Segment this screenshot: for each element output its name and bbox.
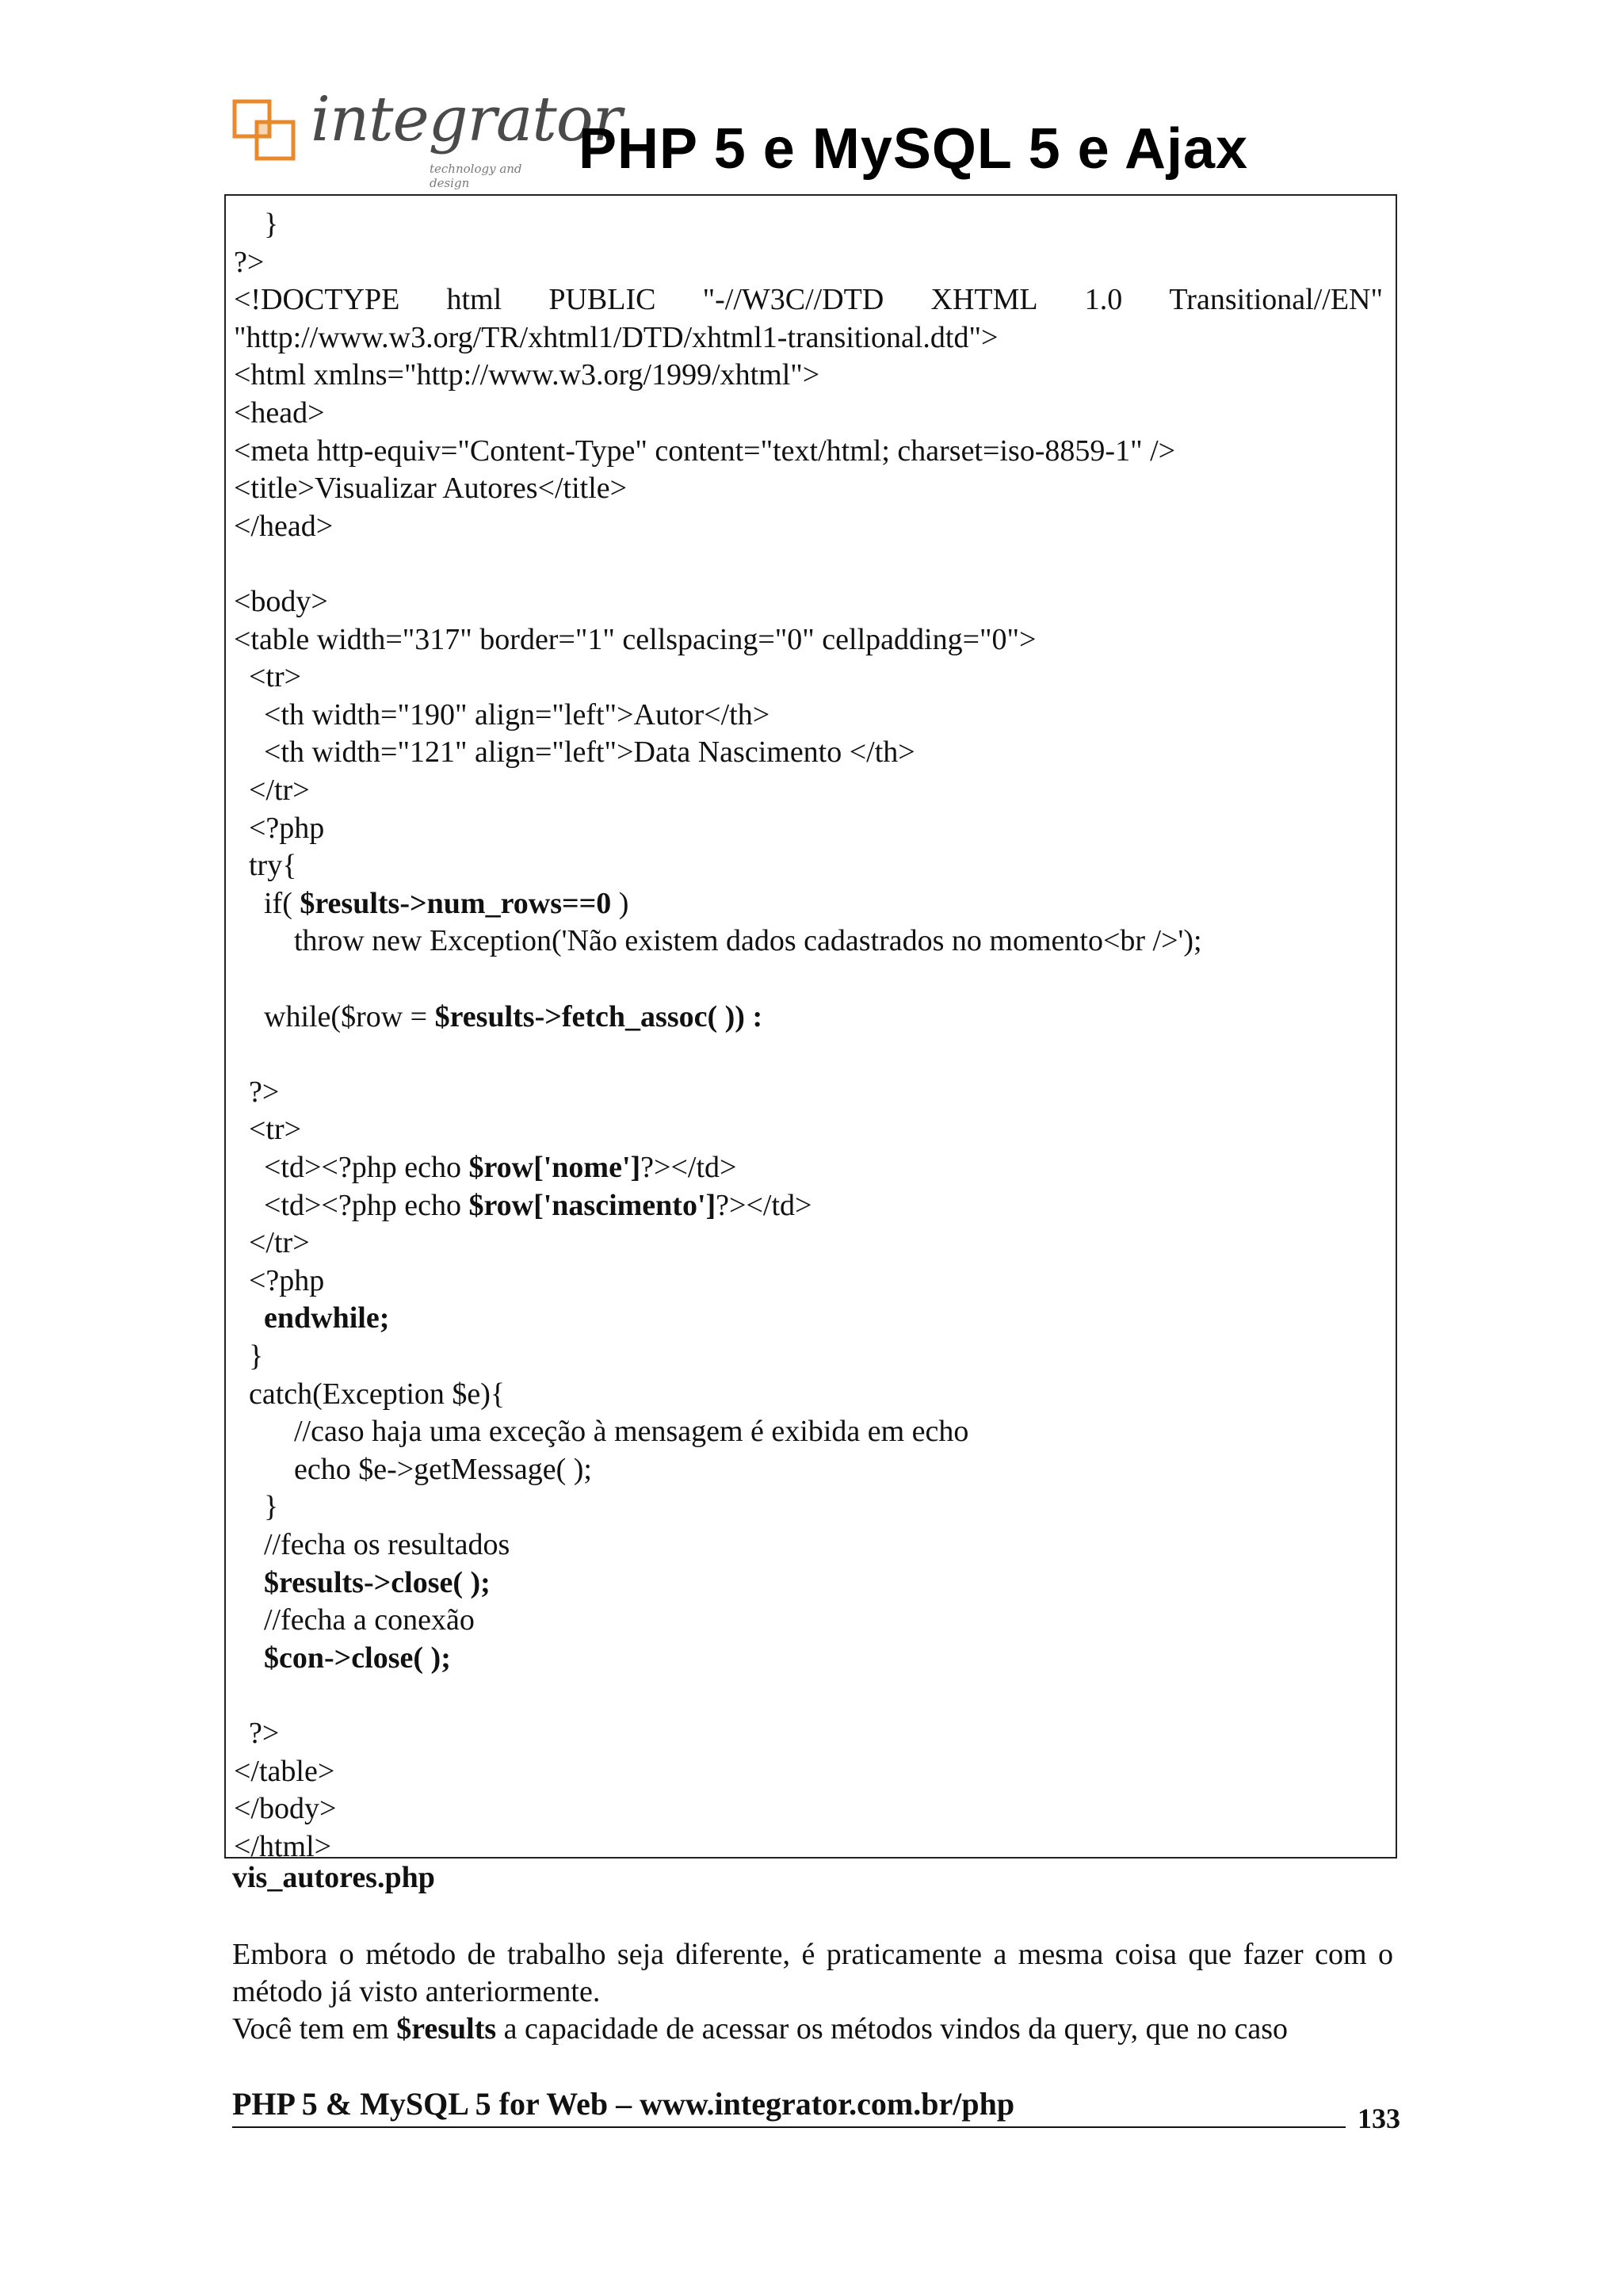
code-word: 1.0 xyxy=(1084,283,1123,317)
code-line: <html xmlns="http://www.w3.org/1999/xhtml"> xyxy=(234,358,820,392)
code-bold-token: $results->close( ); xyxy=(264,1565,491,1599)
code-listing-box xyxy=(224,194,1397,1863)
code-word: "-//W3C//DTD xyxy=(702,283,884,317)
code-bold-token: endwhile; xyxy=(264,1301,390,1335)
paragraph-2-text-after: a capacidade de acessar os métodos vindos da query, que no caso xyxy=(496,2012,1289,2046)
code-line: ?> xyxy=(234,245,265,279)
code-line: try{ xyxy=(234,849,297,883)
code-bold-token: $row['nome'] xyxy=(468,1151,641,1184)
brand-tagline: technology and design xyxy=(430,162,522,190)
code-line: throw new Exception('Não existem dados cadastrados no momento<br />'); xyxy=(234,924,1202,958)
code-line: <title>Visualizar Autores</title> xyxy=(234,472,628,506)
code-line: <?php xyxy=(234,811,325,845)
code-token: if( xyxy=(234,886,300,920)
code-line: //caso haja uma exceção à mensagem é exibida em echo xyxy=(234,1415,969,1449)
code-bold-token: $con->close( ); xyxy=(264,1641,451,1675)
footer-text: PHP 5 & MySQL 5 for Web – www.integrator.com.br/php xyxy=(232,2086,1015,2122)
code-line: } xyxy=(234,1339,264,1373)
code-word: PUBLIC xyxy=(548,283,656,317)
code-token: <td><?php echo xyxy=(234,1151,469,1184)
code-token: while($row = xyxy=(234,999,435,1033)
code-bold-token: $row['nascimento'] xyxy=(468,1188,716,1222)
code-line xyxy=(234,888,628,919)
code-token xyxy=(234,1566,264,1599)
code-bold-token: $results->num_rows==0 xyxy=(300,886,612,920)
code-line: </head> xyxy=(234,509,334,543)
code-token: <td><?php echo xyxy=(234,1188,469,1222)
code-bold-token: $results->fetch_assoc( )) : xyxy=(434,999,763,1033)
code-line: //fecha a conexão xyxy=(234,1603,475,1637)
code-word: XHTML xyxy=(930,283,1038,317)
code-line: echo $e->getMessage( ); xyxy=(234,1452,592,1486)
code-token: ?></td> xyxy=(640,1151,737,1184)
paragraph-2-bold-term: $results xyxy=(396,2012,497,2046)
code-line: <body> xyxy=(234,585,328,618)
code-token xyxy=(234,1301,264,1335)
code-line xyxy=(234,999,763,1033)
page-number: 133 xyxy=(1358,2103,1400,2134)
code-line: ?> xyxy=(234,1717,280,1750)
code-line: </html> xyxy=(234,1829,332,1863)
code-line: <meta http-equiv="Content-Type" content="text/html; charset=iso-8859-1" /> xyxy=(234,434,1176,468)
code-line: <tr> xyxy=(234,1113,302,1147)
code-line xyxy=(234,1152,736,1182)
code-token: ?></td> xyxy=(716,1188,812,1222)
code-line xyxy=(234,285,1383,315)
code-line: catch(Exception $e){ xyxy=(234,1377,506,1411)
code-word: Transitional//EN" xyxy=(1169,283,1383,317)
body-paragraph-2 xyxy=(232,2011,1393,2048)
footer-rule xyxy=(232,2126,1346,2128)
code-line xyxy=(234,1565,491,1599)
body-paragraph-1: Embora o método de trabalho seja diferente, é praticamente a mesma coisa que fazer com o método já visto anteriormente. xyxy=(232,1938,1393,2008)
code-line: <th width="190" align="left">Autor</th> xyxy=(234,697,770,732)
code-line: } xyxy=(234,1490,279,1524)
code-line: "http://www.w3.org/TR/xhtml1/DTD/xhtml1-transitional.dtd"> xyxy=(234,320,999,354)
code-line: </table> xyxy=(234,1754,335,1788)
code-line: <tr> xyxy=(234,660,302,694)
code-filename-caption: vis_autores.php xyxy=(232,1861,435,1894)
code-line: <table width="317" border="1" cellspacing="0" cellpadding="0"> xyxy=(234,622,1037,656)
code-line: </tr> xyxy=(234,774,310,807)
code-token xyxy=(234,1641,264,1675)
code-word: html xyxy=(446,283,502,317)
code-line xyxy=(234,1643,451,1673)
code-line: <th width="121" align="left">Data Nascimento </th> xyxy=(234,735,915,770)
code-line: //fecha os resultados xyxy=(234,1528,510,1561)
code-line xyxy=(234,1190,812,1221)
paragraph-2-text-before: Você tem em xyxy=(232,2012,397,2046)
code-line: } xyxy=(234,208,279,241)
page-header-title: PHP 5 e MySQL 5 e Ajax xyxy=(579,117,1249,181)
code-line: </body> xyxy=(234,1792,337,1826)
code-line: <?php xyxy=(234,1263,325,1297)
code-word: <!DOCTYPE xyxy=(234,283,400,317)
code-line: ?> xyxy=(234,1075,280,1109)
code-token: ) xyxy=(611,886,629,920)
code-line xyxy=(234,1303,389,1333)
code-line: <head> xyxy=(234,396,325,430)
integrator-logo-icon xyxy=(231,98,298,165)
integrator-logo xyxy=(231,84,621,190)
brand-name: integrator xyxy=(311,84,621,155)
code-line: </tr> xyxy=(234,1226,310,1260)
